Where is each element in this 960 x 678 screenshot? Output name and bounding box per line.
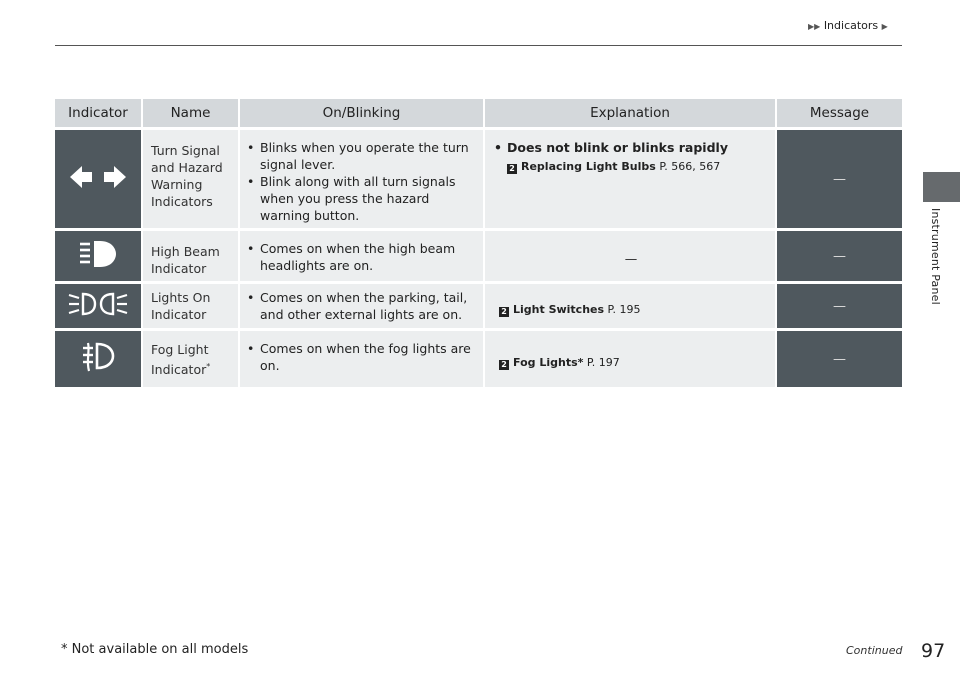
indicator-cell: [55, 231, 141, 281]
lights-on-icon: [67, 291, 129, 317]
table-row: [55, 231, 902, 281]
high-beam-icon: [78, 239, 118, 269]
reference-arrow-icon: 2: [499, 307, 509, 317]
explanation-cell: [483, 331, 775, 387]
indicator-cell: [55, 284, 141, 328]
explanation-bullet: • Does not blink or blinks rapidly: [493, 139, 769, 156]
reference-arrow-icon: 2: [499, 360, 509, 370]
table-row: [55, 284, 902, 328]
column-header-name: Name: [141, 99, 238, 127]
cross-reference: 2 Fog Lights* P. 197: [493, 354, 769, 371]
explanation-cell: [483, 130, 775, 228]
footnote: * Not available on all models: [61, 642, 249, 657]
message-cell: —: [775, 231, 902, 281]
bullet-text: • Comes on when the parking, tail, and other external lights are on.: [246, 289, 477, 323]
breadcrumb-label: Indicators: [823, 19, 879, 32]
section-label: Instrument Panel: [929, 208, 942, 305]
cross-reference: 2 Light Switches P. 195: [493, 301, 769, 318]
breadcrumb: [808, 19, 888, 32]
column-header-message: Message: [775, 99, 902, 127]
column-header-indicator: Indicator: [55, 99, 141, 127]
fog-light-icon: [81, 341, 115, 373]
bullet-text: • Blinks when you operate the turn signal lever.: [246, 139, 477, 173]
indicator-name: Lights On Indicator: [141, 284, 238, 328]
table-header-row: [55, 99, 902, 127]
table-row: [55, 331, 902, 387]
triangle-icon: ▶: [881, 22, 888, 31]
page-number: 97: [921, 640, 946, 662]
indicator-name: Fog Light Indicator*: [141, 331, 238, 387]
header-rule: [55, 45, 902, 46]
indicator-name: High Beam Indicator: [141, 231, 238, 281]
onblink-cell: [238, 231, 483, 281]
cross-reference: 2 Replacing Light Bulbs P. 566, 567: [493, 158, 769, 175]
bullet-text: • Comes on when the high beam headlights are on.: [246, 240, 477, 274]
onblink-cell: [238, 331, 483, 387]
explanation-cell: [483, 284, 775, 328]
onblink-cell: [238, 130, 483, 228]
indicator-name: Turn Signal and Hazard Warning Indicators: [141, 130, 238, 228]
turn-signal-icon: [68, 162, 128, 192]
section-tab: [923, 172, 960, 202]
triangle-icon: ▶▶: [808, 22, 821, 31]
column-header-explanation: Explanation: [483, 99, 775, 127]
explanation-cell: —: [483, 231, 775, 281]
message-cell: —: [775, 130, 902, 228]
table-row: [55, 130, 902, 228]
column-header-onblinking: On/Blinking: [238, 99, 483, 127]
message-cell: —: [775, 331, 902, 387]
reference-arrow-icon: 2: [507, 164, 517, 174]
onblink-cell: [238, 284, 483, 328]
bullet-text: • Blink along with all turn signals when you press the hazard warning button.: [246, 173, 477, 224]
indicator-cell: [55, 130, 141, 228]
indicator-table: [55, 96, 902, 390]
indicator-cell: [55, 331, 141, 387]
message-cell: —: [775, 284, 902, 328]
continued-label: Continued: [846, 644, 903, 657]
bullet-text: • Comes on when the fog lights are on.: [246, 340, 477, 374]
